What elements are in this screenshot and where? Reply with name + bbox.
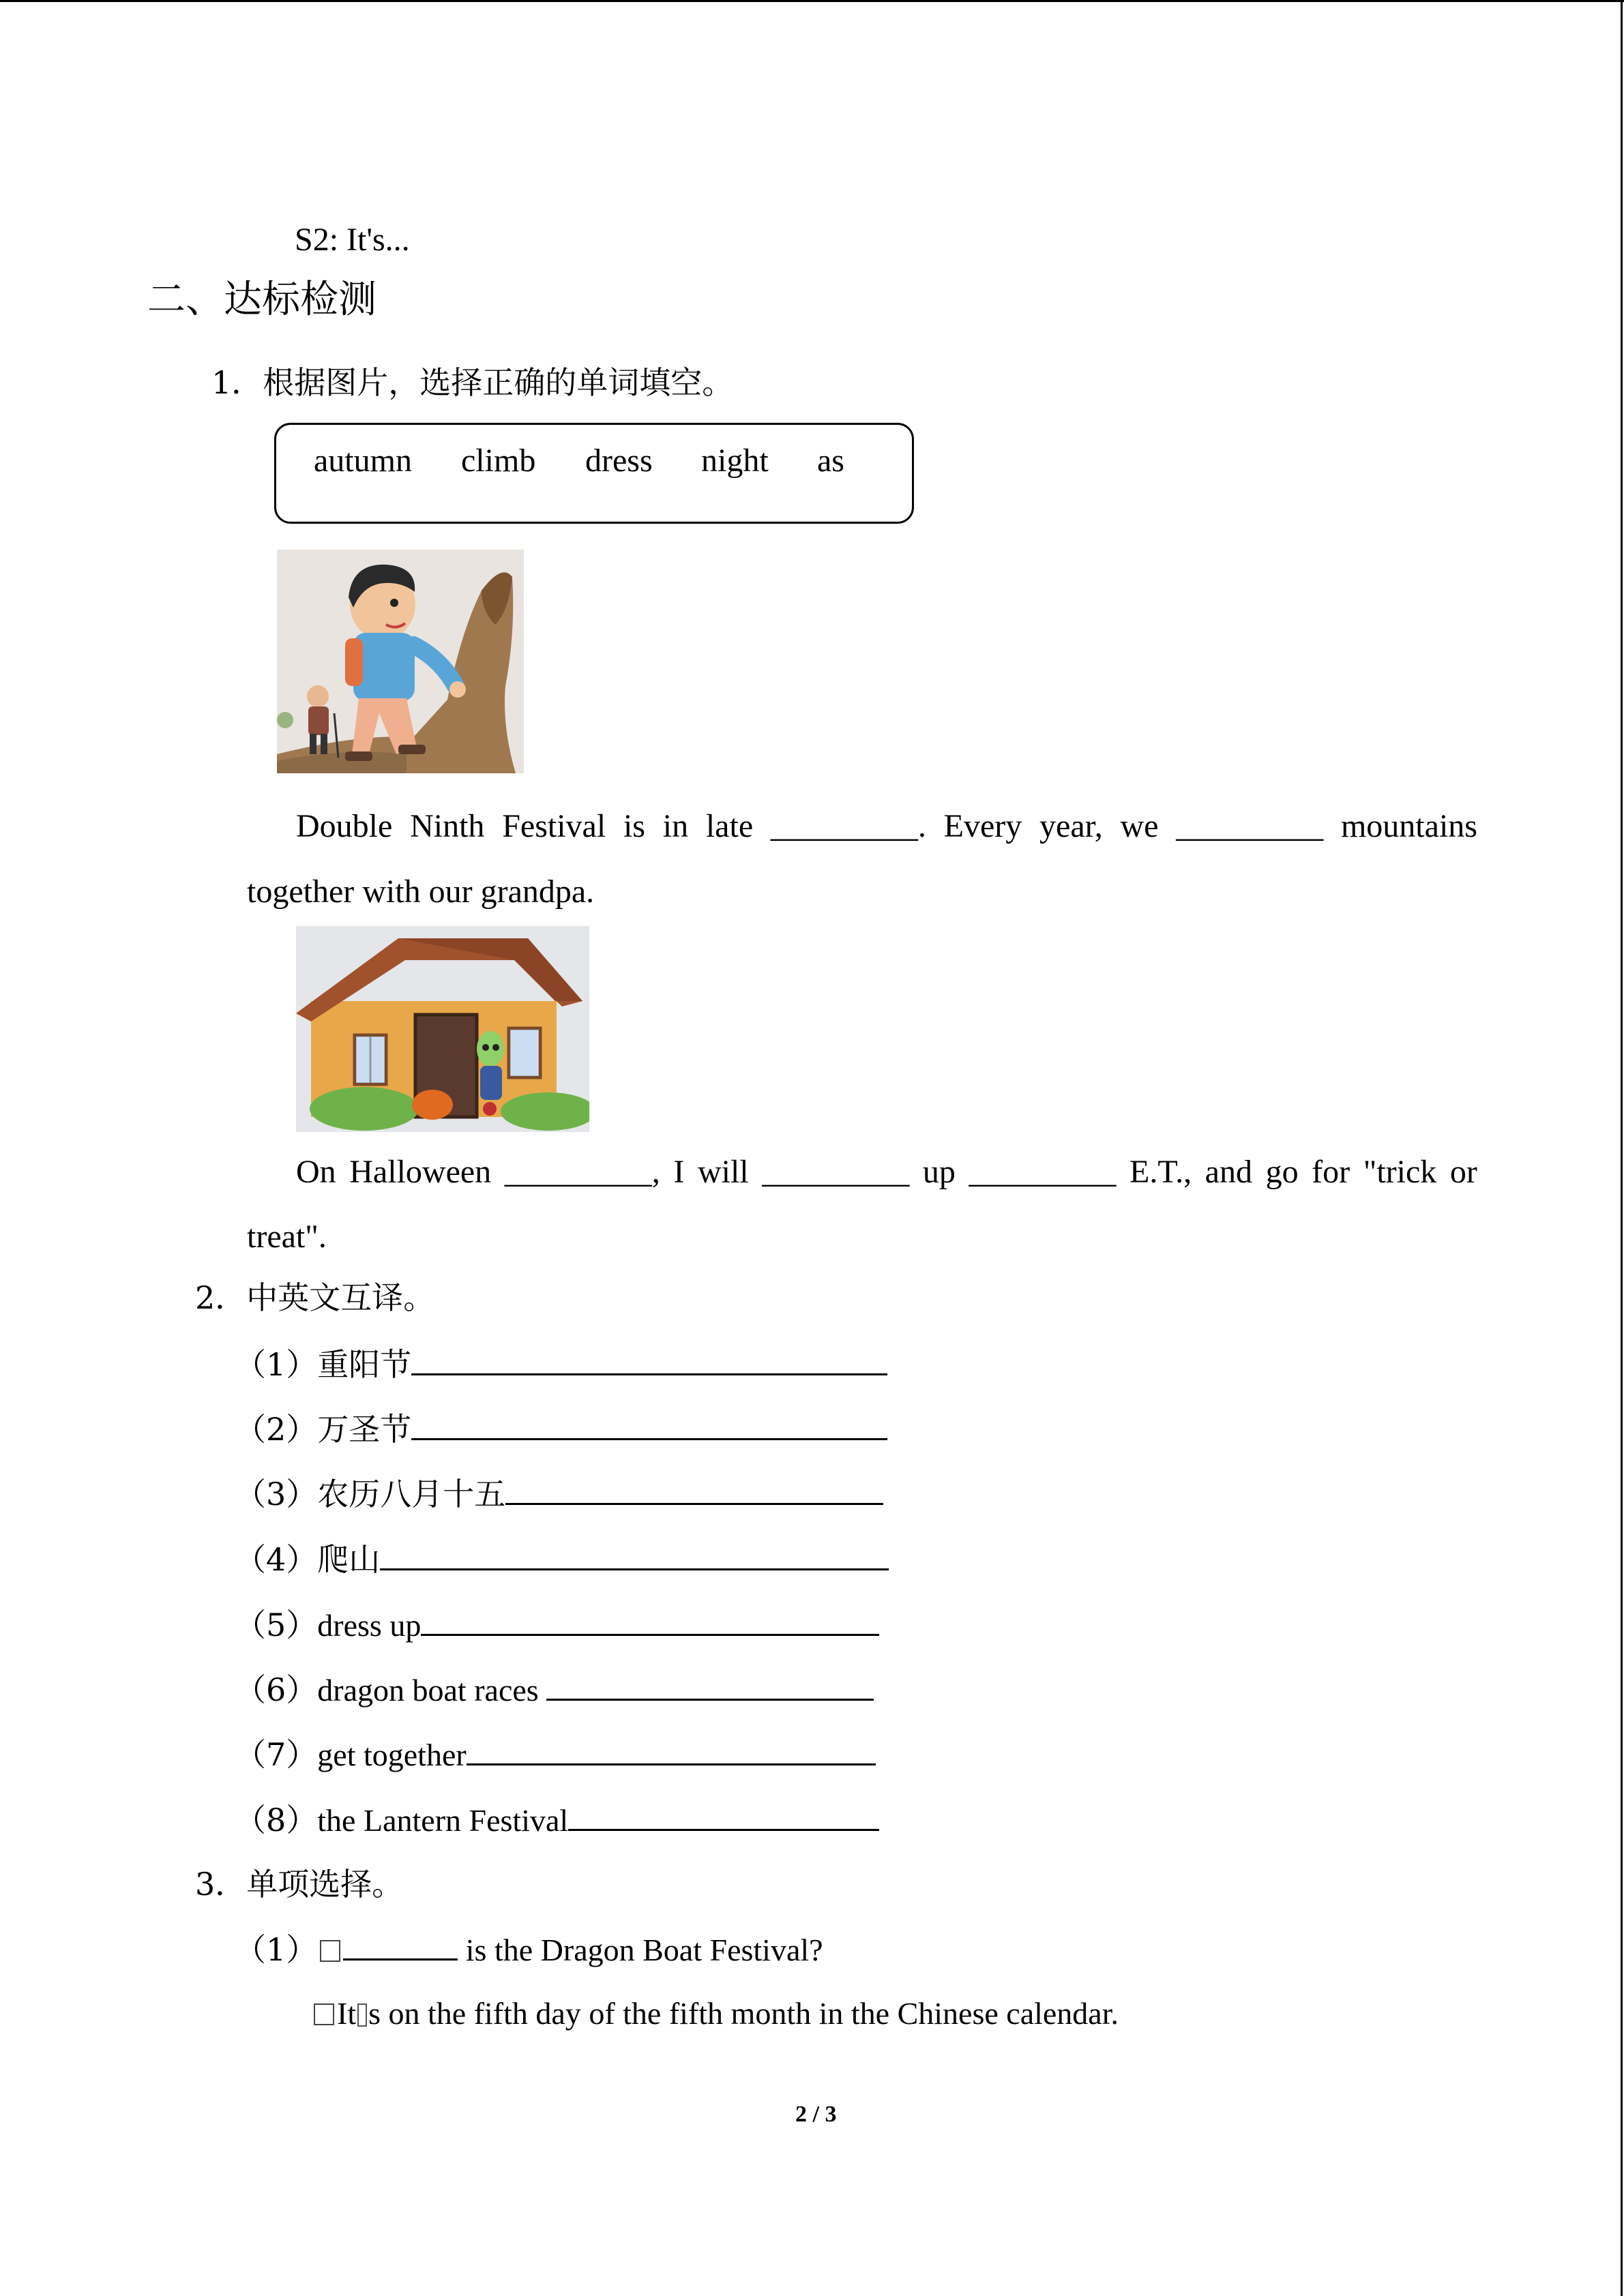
item-number: （8） [235,1802,318,1838]
q1-sentence2-line1 [296,1156,1477,1189]
word: and [1205,1154,1252,1190]
answer-line[interactable] [411,1373,887,1375]
q2-item-7 [235,1736,876,1773]
top-border [0,0,1624,2]
word-bank-autumn: autumn [314,443,412,479]
word: mountains [1340,808,1477,844]
q1-sentence1-line2: together with our grandpa. [247,874,595,910]
q2-item-5 [235,1609,879,1641]
item-number: （7） [235,1736,318,1773]
prev-dialogue-line: S2: It's... [295,222,410,258]
word: or [1449,1154,1477,1190]
answer-blank[interactable]: _________, [504,1154,660,1190]
word: late [705,808,754,844]
q3-title: 3．单项选择。 [195,1866,404,1903]
missing-glyph-box [320,1940,340,1962]
right-border [1621,0,1623,2296]
question-text: is the Dragon Boat Festival? [458,1933,823,1967]
word: On [296,1154,336,1190]
word-bank-dress: dress [585,443,653,479]
word: for [1312,1154,1350,1190]
word-bank-climb: climb [461,443,536,479]
word: Every [943,808,1022,844]
word: Halloween [349,1154,492,1190]
answer-line[interactable] [568,1828,879,1831]
word: we [1120,808,1159,844]
q1-sentence2-line2: treat". [247,1219,327,1255]
answer-line[interactable] [546,1698,874,1701]
word: will [697,1154,749,1190]
answer-line[interactable] [505,1502,883,1505]
answer-blank[interactable]: _________ [969,1154,1117,1190]
item-text: 万圣节 [317,1411,412,1448]
word: is [623,808,645,844]
page-number: 2 / 3 [795,2102,837,2127]
word: Festival [502,808,606,844]
item-number: （4） [235,1541,318,1578]
item-number: （1） [235,1346,318,1383]
item-number: （6） [235,1671,318,1708]
item-text: dragon boat races [317,1673,547,1708]
q2-item-1 [235,1346,887,1383]
word: up [922,1154,956,1190]
word: in [662,808,689,844]
q2-item-6 [235,1671,874,1708]
answer-line[interactable] [380,1568,889,1570]
boy-climbing-mountain-image [277,550,524,773]
word-bank-as: as [817,443,844,479]
missing-glyph-box [357,2003,367,2027]
q1-sentence1-line1 [296,810,1477,843]
q2-item-3 [235,1478,883,1510]
q2-title: 2．中英文互译。 [195,1279,435,1316]
q2-item-8 [235,1804,879,1836]
item-number: （3） [235,1476,318,1512]
answer-line[interactable] [421,1633,879,1636]
q1-title: 1．根据图片，选择正确的单词填空。 [211,364,734,401]
item-text: 农历八月十五 [317,1476,506,1512]
item-text: 爬山 [317,1541,381,1578]
item-text: get together [317,1738,467,1772]
word: year, [1039,808,1103,844]
answer-blank[interactable]: _________ [1176,808,1324,844]
section-title: 二、达标检测 [147,278,377,322]
item-number: （5） [235,1607,318,1643]
answer-line[interactable] [343,1958,458,1960]
word: I [673,1154,685,1190]
q3-item-1-question [235,1931,823,1968]
q2-item-4 [235,1541,889,1578]
q3-item-1-answer [314,1998,1119,2029]
answer-text-part: s on the fifth day of the fifth month in the Chinese calendar. [368,1996,1119,2031]
word: Double [296,808,393,844]
q2-item-2 [235,1411,887,1448]
answer-blank[interactable]: _________. [770,808,926,844]
item-text: the Lantern Festival [317,1803,569,1838]
word: E.T., [1130,1154,1192,1190]
item-text: 重阳节 [317,1346,412,1383]
word-bank-night: night [701,443,769,479]
answer-line[interactable] [467,1763,876,1765]
missing-glyph-box [314,2003,334,2025]
word: "trick [1363,1154,1437,1190]
item-number: （1） [235,1931,318,1968]
word: go [1265,1154,1299,1190]
answer-line[interactable] [411,1437,887,1440]
answer-text-part: It [337,1996,357,2031]
item-number: （2） [235,1411,318,1448]
answer-blank[interactable]: _________ [762,1154,910,1190]
item-text: dress up [317,1608,422,1643]
halloween-house-image [296,926,589,1132]
word: Ninth [410,808,485,844]
